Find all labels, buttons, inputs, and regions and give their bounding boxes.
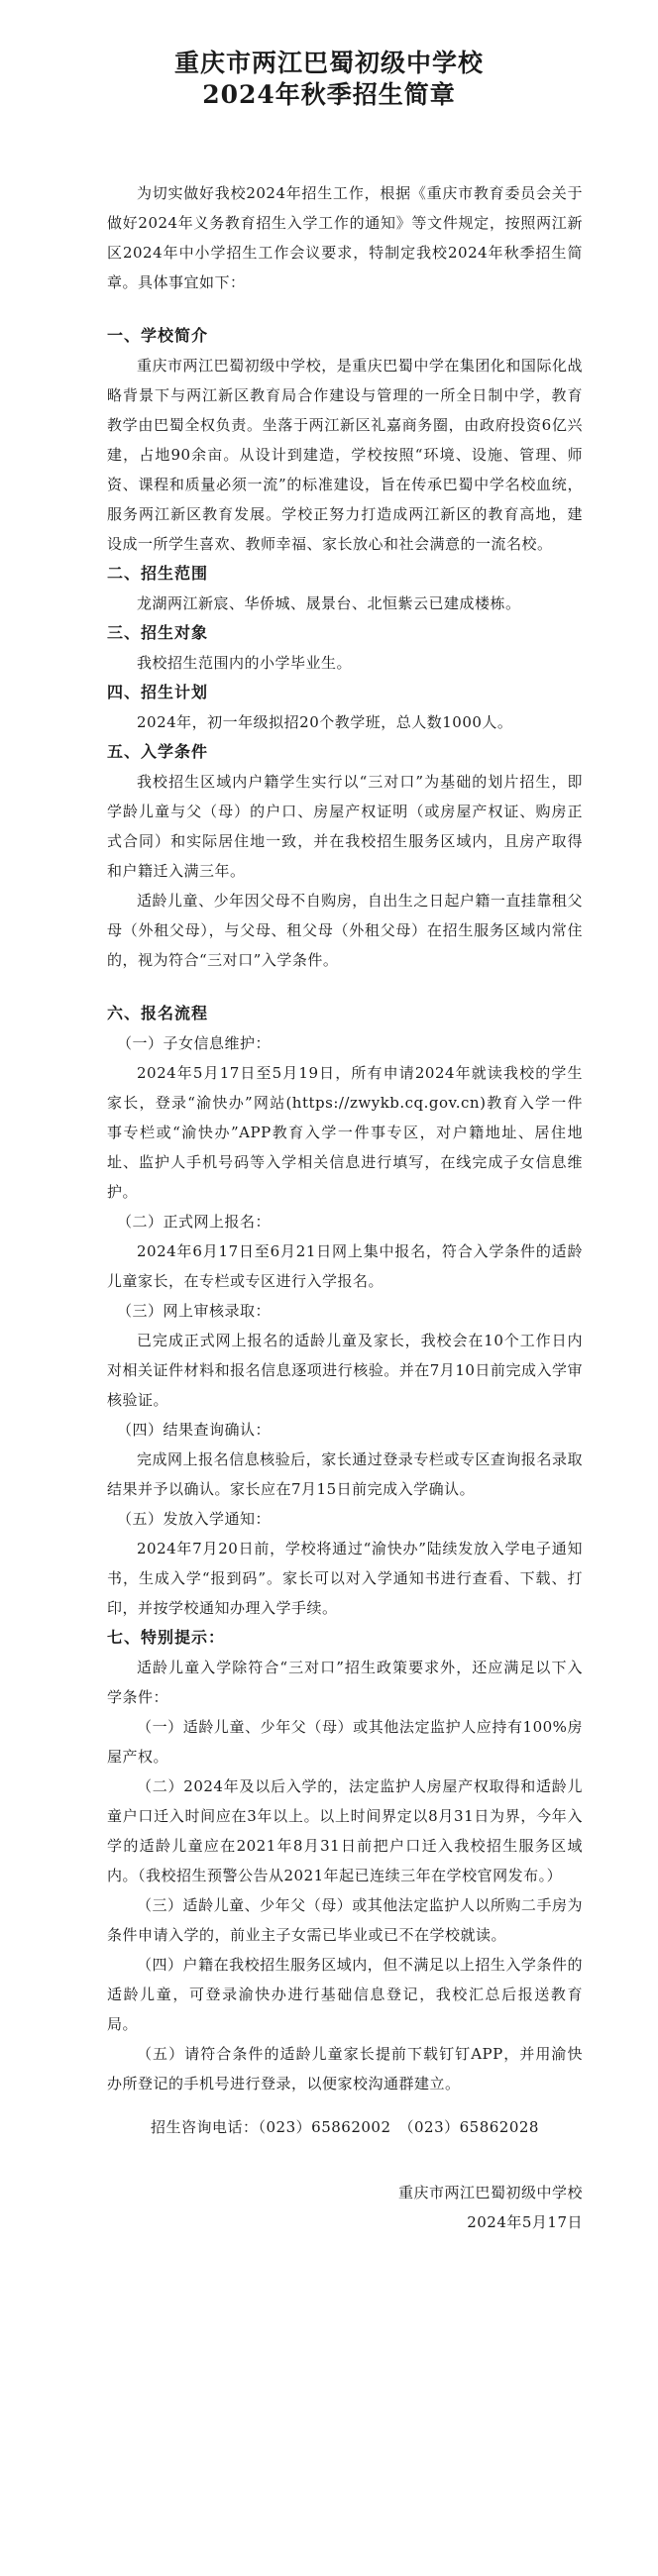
section-heading-target: 三、招生对象 (107, 623, 209, 642)
signature-school: 重庆市两江巴蜀初级中学校 (397, 2184, 583, 2201)
process-paragraph-5: 2024年7月20日前，学校将通过“渝快办”陆续发放入学电子通知书，生成入学“报到码”。家长可以对入学通知书进行查看、下载、打印，并按学校通知办理入学手续。 (107, 1540, 583, 1617)
section-heading-process: 六、报名流程 (107, 1004, 209, 1022)
notice-item-3: （三）适龄儿童、少年父（母）或其他法定监护人以所购二手房为条件申请入学的，前业主子女需已毕业或已不在学校就读。 (107, 1896, 583, 1944)
plan-paragraph: 2024年，初一年级拟招20个教学班，总人数1000人。 (137, 713, 513, 731)
contact-phone-line: 招生咨询电话：（023）65862002 （023）65862028 (151, 2118, 539, 2136)
intro-paragraph: 为切实做好我校2024年招生工作，根据《重庆市教育委员会关于做好2024年义务教育招生入学工作的通知》等文件规定，按照两江新区2024年中小学招生工作会议要求，特制定我校2024年秋季招生简章。具体事宜如下： (107, 184, 583, 291)
section-heading-conditions: 五、入学条件 (107, 742, 209, 761)
section-heading-plan: 四、招生计划 (107, 683, 209, 701)
process-subheading-1: （一）子女信息维护： (117, 1034, 272, 1052)
notice-item-4: （四）户籍在我校招生服务区域内，但不满足以上招生入学条件的适龄儿童，可登录渝快办进行基础信息登记，我校汇总后报送教育局。 (107, 1956, 583, 2033)
process-paragraph-1: 2024年5月17日至5月19日，所有申请2024年就读我校的学生家长，登录“渝快办”网站(https://zwykb.cq.gov.cn)教育入学一件事专栏或“渝快办”APP教育入学一件事专区，对户籍地址、居住地址、监护人手机号码等入学相关信息进行填写，在线完成子女信息维护。 (107, 1064, 583, 1201)
process-paragraph-4: 完成网上报名信息核验后，家长通过登录专栏或专区查询报名录取结果并予以确认。家长应在7月15日前完成入学确认。 (107, 1450, 583, 1498)
signature-date: 2024年5月17日 (467, 2213, 583, 2231)
notice-item-2: （二）2024年及以后入学的，法定监护人房屋产权取得和适龄儿童户口迁入时间应在3年以上。以上时间界定以8月31日为界，今年入学的适龄儿童应在2021年8月31日前把户口迁入我校招生服务区域内。（我校招生预警公告从2021年起已连续三年在学校官网发布。） (107, 1777, 583, 1884)
document-subtitle: 2024年秋季招生简章 (202, 80, 456, 109)
notice-item-1: （一）适龄儿童、少年父（母）或其他法定监护人应持有100%房屋产权。 (107, 1718, 583, 1766)
section-heading-intro: 一、学校简介 (107, 326, 209, 345)
section-heading-notice: 七、特别提示： (107, 1628, 226, 1647)
process-subheading-2: （二）正式网上报名： (117, 1213, 272, 1231)
process-subheading-4: （四）结果查询确认： (117, 1421, 272, 1439)
conditions-paragraph-2: 适龄儿童、少年因父母不自购房，自出生之日起户籍一直挂靠租父母（外租父母），与父母、租父母（外租父母）在招生服务区域内常住的，视为符合“三对口”入学条件。 (107, 892, 583, 969)
process-paragraph-2: 2024年6月17日至6月21日网上集中报名，符合入学条件的适龄儿童家长，在专栏或专区进行入学报名。 (107, 1242, 583, 1290)
process-paragraph-3: 已完成正式网上报名的适龄儿童及家长，我校会在10个工作日内对相关证件材料和报名信息逐项进行核验。并在7月10日前完成入学审核验证。 (107, 1332, 583, 1409)
target-paragraph: 我校招生范围内的小学毕业生。 (137, 654, 353, 672)
document-title: 重庆市两江巴蜀初级中学校 (173, 49, 484, 77)
school-intro-paragraph: 重庆市两江巴蜀初级中学校，是重庆巴蜀中学在集团化和国际化战略背景下与两江新区教育局合作建设与管理的一所全日制中学，教育教学由巴蜀全权负责。坐落于两江新区礼嘉商务圈，由政府投资6亿兴建，占地90余亩。从设计到建造，学校按照“环境、设施、管理、师资、课程和质量必须一流”的标准建设，旨在传承巴蜀中学名校血统，服务两江新区教育发展。学校正努力打造成两江新区的教育高地，建设成一所学生喜欢、教师幸福、家长放心和社会满意的一流名校。 (107, 357, 583, 553)
process-subheading-5: （五）发放入学通知： (117, 1510, 272, 1528)
scope-paragraph: 龙湖两江新宸、华侨城、晟景台、北恒紫云已建成楼栋。 (137, 594, 521, 612)
notice-item-5: （五）请符合条件的适龄儿童家长提前下载钉钉APP，并用渝快办所登记的手机号进行登录，以便家校沟通群建立。 (107, 2045, 583, 2093)
process-subheading-3: （三）网上审核录取： (117, 1302, 272, 1320)
notice-intro-paragraph: 适龄儿童入学除符合“三对口”招生政策要求外，还应满足以下入学条件： (107, 1659, 583, 1706)
section-heading-scope: 二、招生范围 (107, 564, 209, 583)
conditions-paragraph-1: 我校招生区域内户籍学生实行以“三对口”为基础的划片招生，即学龄儿童与父（母）的户口、房屋产权证明（或房屋产权证、购房正式合同）和实际居住地一致，并在我校招生服务区域内，且房产取得和户籍迁入满三年。 (107, 773, 583, 880)
